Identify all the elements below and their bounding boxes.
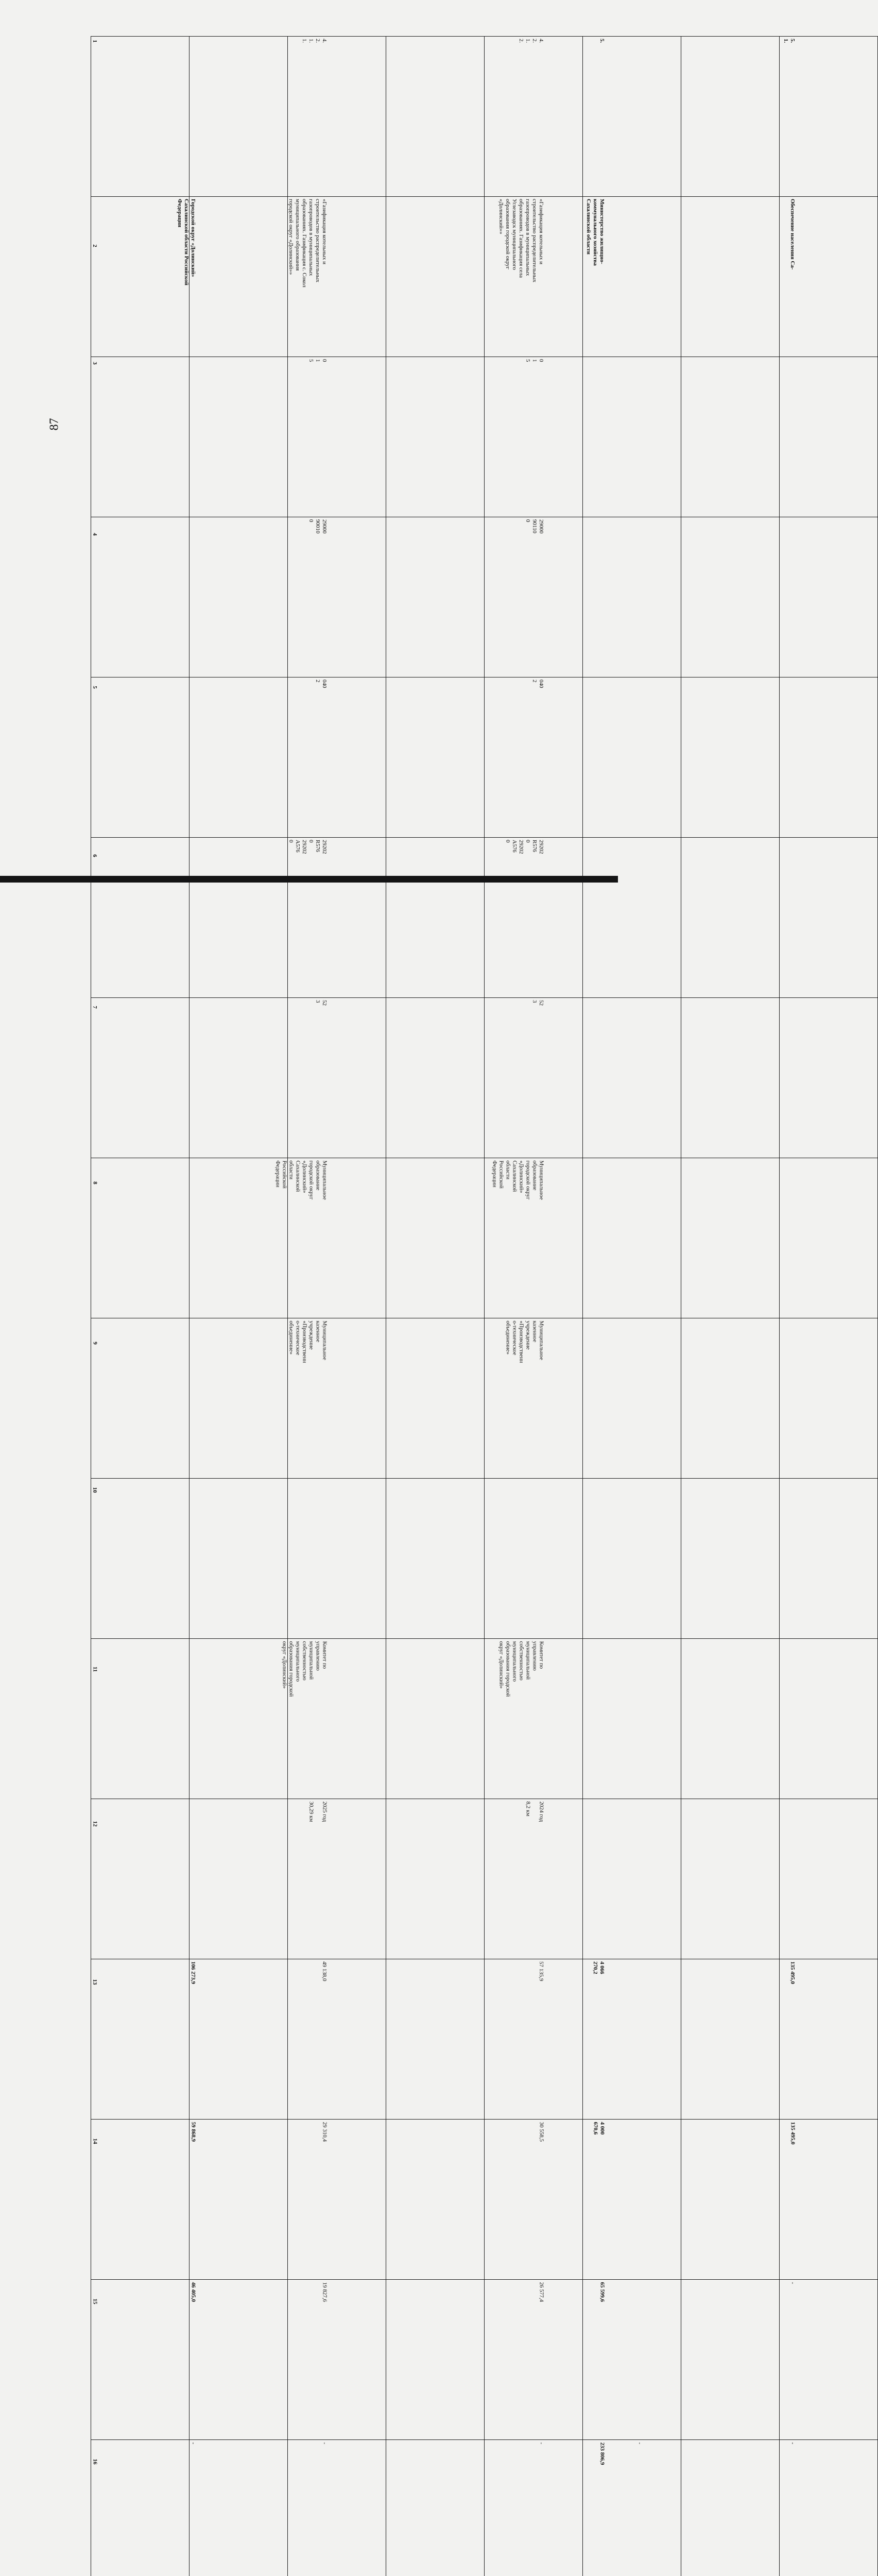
column-header-text: 16 — [91, 2459, 98, 2464]
column-2-band — [91, 197, 878, 357]
table-cell — [485, 1959, 583, 2120]
table-cell — [780, 1639, 878, 1799]
table-cell-text: 0 1 5 — [307, 359, 328, 362]
table-cell-text: 29202 R576 0 29202 A576 0 — [287, 840, 328, 854]
table-cell — [190, 37, 288, 197]
table-cell-text: 52 3 — [314, 1000, 328, 1006]
table-cell — [681, 37, 780, 197]
scan-edge — [0, 876, 618, 883]
page-number: 87 — [48, 413, 62, 436]
table-cell-text: - — [190, 2442, 196, 2444]
column-5-band — [91, 677, 878, 838]
column-13-band — [91, 1959, 878, 2120]
table-cell — [485, 37, 583, 197]
table-cell — [485, 2280, 583, 2440]
column-header-text: 7 — [91, 1006, 98, 1009]
table-cell-text: - — [789, 2442, 796, 2444]
table-cell-text: 233 806,9 — [598, 2442, 605, 2465]
table-cell — [681, 1639, 780, 1799]
table-cell-text: 2024 год 8,2 км — [524, 1801, 544, 1822]
table-cell — [190, 1799, 288, 1959]
table-cell — [681, 677, 780, 838]
table-cell-text: 4 066 270,2 — [592, 1961, 605, 1974]
table-cell-text: 5. — [598, 39, 605, 43]
column-header — [91, 2120, 190, 2280]
column-header-text: 8 — [91, 1181, 98, 1184]
column-header — [91, 1639, 190, 1799]
table-cell-text: 19 827,6 — [321, 2282, 328, 2302]
table-cell — [583, 998, 681, 1158]
column-header — [91, 1479, 190, 1639]
table-cell — [681, 1799, 780, 1959]
table-cell — [485, 1639, 583, 1799]
column-header-text: 2 — [91, 244, 98, 247]
table-cell — [780, 2280, 878, 2440]
table-cell-text: - — [321, 2442, 328, 2444]
table-cell — [681, 1479, 780, 1639]
column-header — [91, 517, 190, 677]
table-cell-text: 040 2 — [531, 680, 544, 688]
table-cell — [485, 357, 583, 517]
table-cell — [288, 2120, 386, 2280]
table-cell — [780, 677, 878, 838]
table-cell-text: Обеспечение населения Са- — [789, 199, 796, 269]
table-cell — [288, 517, 386, 677]
table-cell — [386, 1639, 485, 1799]
table-cell — [583, 677, 681, 838]
budget-table — [91, 36, 878, 2576]
column-header-text: 4 — [91, 533, 98, 536]
column-header — [91, 2440, 190, 2576]
table-cell — [681, 1158, 780, 1318]
column-15-band — [91, 2280, 878, 2440]
column-9-band — [91, 1318, 878, 1479]
table-cell-text: Комитет по управлению муниципальной собственностью муниципального образования городской округ «Долинский» — [281, 1641, 328, 1697]
table-cell — [485, 1799, 583, 1959]
table-cell-text: Муниципальное казенное учреждение «Производственно-техническое объединение» — [504, 1320, 544, 1365]
table-cell — [386, 677, 485, 838]
column-header — [91, 197, 190, 357]
table-cell-text: Муниципальное образование городской округ «Долинский» Сахалинской области Российской Федерации — [274, 1160, 328, 1205]
table-cell-text: 135 495,0 — [789, 1961, 796, 1984]
table-cell — [288, 998, 386, 1158]
table-cell — [681, 197, 780, 357]
column-header-text: 11 — [91, 1666, 98, 1671]
table-cell-text: 49 138,0 — [321, 1961, 328, 1981]
table-cell — [190, 1479, 288, 1639]
table-cell — [681, 357, 780, 517]
column-header — [91, 1158, 190, 1318]
column-header-text: 15 — [91, 2298, 98, 2304]
table-cell-text: - — [636, 2442, 643, 2444]
table-cell — [288, 197, 386, 357]
column-header — [91, 1799, 190, 1959]
table-cell-text: «Газификация котельных и строительство распределительных газопроводов в муниципальных образованиях. Газификация с. Сокол муниципального образования городской округ «Долинский»» — [287, 199, 328, 293]
column-14-band — [91, 2120, 878, 2280]
table-cell — [780, 357, 878, 517]
table-cell-text: 26 577,4 — [538, 2282, 544, 2302]
table-cell-text: 52 3 — [531, 1000, 544, 1006]
table-cell — [288, 838, 386, 998]
table-cell — [681, 1318, 780, 1479]
table-cell — [780, 37, 878, 197]
table-cell-text: 29 310,4 — [321, 2122, 328, 2142]
table-cell-text: 46 405,0 — [190, 2282, 196, 2302]
table-cell-text: 29202 R576 0 29202 A576 0 — [504, 840, 544, 854]
table-cell-text: 59 868,9 — [190, 2122, 196, 2142]
table-cell — [681, 1959, 780, 2120]
table-cell — [485, 517, 583, 677]
table-cell — [681, 2440, 780, 2576]
table-cell — [485, 1318, 583, 1479]
column-header — [91, 998, 190, 1158]
table-cell — [681, 517, 780, 677]
table-cell — [190, 2440, 288, 2576]
table-cell — [780, 998, 878, 1158]
column-10-band — [91, 1479, 878, 1639]
table-cell — [190, 1639, 288, 1799]
table-cell — [288, 1799, 386, 1959]
table-cell — [288, 2440, 386, 2576]
table-cell — [681, 998, 780, 1158]
table-cell — [288, 357, 386, 517]
table-cell — [190, 357, 288, 517]
table-cell — [190, 2120, 288, 2280]
table-cell-text: 135 495,0 — [789, 2122, 796, 2144]
table-cell — [386, 2440, 485, 2576]
table-cell-text: Министерство жилищно-коммунального хозяйства Сахалинской области — [585, 199, 605, 293]
table-cell — [485, 197, 583, 357]
table-cell — [386, 357, 485, 517]
table-cell — [190, 2280, 288, 2440]
table-cell — [190, 517, 288, 677]
table-cell — [386, 1479, 485, 1639]
table-cell — [386, 1959, 485, 2120]
table-cell — [681, 838, 780, 998]
table-cell — [190, 998, 288, 1158]
table-cell-text: Муниципальное казенное учреждение «Производственно-техническое объединение» — [287, 1320, 328, 1365]
column-6-band — [91, 838, 878, 998]
table-cell-text: - — [789, 2282, 796, 2284]
table-cell — [780, 1479, 878, 1639]
table-cell — [288, 37, 386, 197]
column-header-text: 13 — [91, 1979, 98, 1985]
table-cell-text: 106 273,9 — [190, 1961, 196, 1984]
table-cell-text: 040 2 — [314, 680, 328, 688]
table-cell-text: Муниципальное образование городской округ «Долинский» Сахалинской области Российской Федерации — [491, 1160, 544, 1205]
table-cell-text: 4.2.1.1. — [301, 39, 328, 44]
table-cell — [386, 1158, 485, 1318]
table-cell-text: Городской округ «Долинский» Сахалинской области Российской Федерации — [176, 199, 196, 293]
table-cell — [190, 677, 288, 838]
table-cell — [386, 2120, 485, 2280]
column-header-text: 3 — [91, 362, 98, 365]
column-header — [91, 37, 190, 197]
table-cell — [780, 1318, 878, 1479]
table-cell — [485, 1158, 583, 1318]
column-header — [91, 1318, 190, 1479]
table-cell — [583, 357, 681, 517]
column-header-text: 12 — [91, 1821, 98, 1826]
table-cell — [288, 1318, 386, 1479]
table-cell-text: 2025 год 30,29 км — [307, 1801, 328, 1822]
table-cell — [485, 838, 583, 998]
table-cell — [681, 2280, 780, 2440]
column-header — [91, 677, 190, 838]
table-cell — [288, 1639, 386, 1799]
table-cell — [780, 2120, 878, 2280]
table-cell — [485, 677, 583, 838]
table-cell — [583, 1479, 681, 1639]
table-cell — [190, 1959, 288, 2120]
table-cell — [485, 2440, 583, 2576]
table-cell-text: 0 1 5 — [524, 359, 544, 362]
table-cell — [190, 838, 288, 998]
table-cell — [386, 2280, 485, 2440]
table-cell — [780, 838, 878, 998]
table-cell — [288, 1479, 386, 1639]
column-header-text: 5 — [91, 686, 98, 689]
table-cell — [288, 677, 386, 838]
column-header-text: 1 — [91, 40, 98, 43]
column-header-text: 9 — [91, 1342, 98, 1345]
table-cell-text: 57 135,9 — [538, 1961, 544, 1981]
table-cell-text: - — [538, 2442, 544, 2444]
table-cell — [288, 1158, 386, 1318]
table-cell — [386, 517, 485, 677]
column-3-band — [91, 357, 878, 517]
table-cell — [681, 2120, 780, 2280]
table-cell-text: 65 599,6 — [598, 2282, 605, 2302]
column-7-band — [91, 998, 878, 1158]
table-cell — [288, 1959, 386, 2120]
table-cell-text: «Газификация котельных и строительство распределительных газопроводов в муниципальных образованиях. Газификация села Углезаводск муниципального образования городской округ «Долинский»» — [497, 199, 544, 293]
column-header — [91, 838, 190, 998]
table-cell — [780, 1799, 878, 1959]
table-cell-text: 5.1. — [782, 39, 796, 44]
table-cell — [780, 197, 878, 357]
table-cell — [190, 1158, 288, 1318]
column-1-band — [91, 37, 878, 197]
table-cell — [485, 2120, 583, 2280]
table-cell — [485, 998, 583, 1158]
column-header-text: 6 — [91, 854, 98, 857]
table-cell — [386, 37, 485, 197]
table-cell-text: 4 000 670,6 — [592, 2122, 605, 2134]
column-header — [91, 2280, 190, 2440]
column-16-band — [91, 2440, 878, 2576]
table-cell-text: 30 558,5 — [538, 2122, 544, 2142]
table-cell — [485, 1479, 583, 1639]
column-11-band — [91, 1639, 878, 1799]
table-cell-text: 4.2.1.2. — [518, 39, 544, 44]
table-cell — [583, 37, 681, 197]
column-header — [91, 1959, 190, 2120]
column-8-band — [91, 1158, 878, 1318]
column-header-text: 14 — [91, 2138, 98, 2144]
table-cell-text: 29000 90010 0 — [307, 519, 328, 534]
table-cell — [386, 1799, 485, 1959]
table-cell — [780, 2440, 878, 2576]
table-cell — [288, 2280, 386, 2440]
table-cell — [386, 197, 485, 357]
table-cell — [190, 197, 288, 357]
table-cell — [386, 998, 485, 1158]
table-cell — [386, 1318, 485, 1479]
table-cell-text: 29000 90110 0 — [524, 519, 544, 534]
column-header-text: 10 — [91, 1487, 98, 1493]
column-header — [91, 357, 190, 517]
table-cell — [780, 1959, 878, 2120]
table-cell — [386, 838, 485, 998]
table-cell — [780, 517, 878, 677]
table-cell — [780, 1158, 878, 1318]
table-cell — [190, 1318, 288, 1479]
column-4-band — [91, 517, 878, 677]
column-12-band — [91, 1799, 878, 1959]
table-cell-text: Комитет по управлению муниципальной собственностью муниципального образования городской округ «Долинский» — [497, 1641, 544, 1697]
